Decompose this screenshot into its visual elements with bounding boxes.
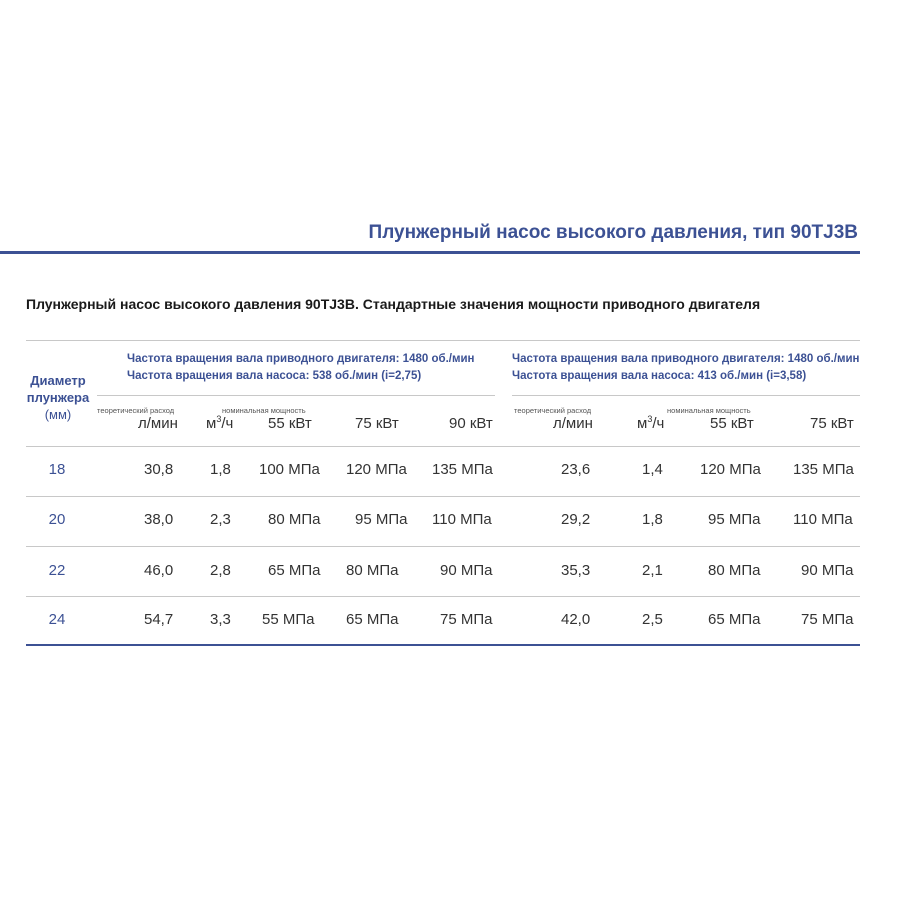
group1-flow-caption: теоретический расход bbox=[97, 406, 175, 415]
group2-power-caption: номинальная мощность bbox=[667, 406, 751, 415]
g1-flow-m3h: 2,3 bbox=[210, 511, 231, 528]
g1-pressure-55kw: 80 МПа bbox=[268, 511, 321, 528]
group2-col-lmin: л/мин bbox=[553, 415, 593, 432]
g2-flow-lmin: 23,6 bbox=[561, 461, 591, 478]
g1-flow-lmin: 46,0 bbox=[144, 562, 174, 579]
g2-pressure-75kw: 90 МПа bbox=[801, 562, 854, 579]
row-divider bbox=[26, 496, 860, 497]
g1-flow-lmin: 30,8 bbox=[144, 461, 174, 478]
table-top-rule bbox=[26, 340, 860, 341]
group1-conditions bbox=[127, 351, 475, 385]
g2-pressure-55kw: 65 МПа bbox=[708, 611, 761, 628]
g2-pressure-75kw: 110 МПа bbox=[793, 511, 853, 528]
group1-cond-pump: Частота вращения вала насоса: 538 об./мин (i=2,75) bbox=[127, 370, 422, 382]
table-bottom-rule bbox=[26, 644, 860, 646]
diameter-header-line2: плунжера bbox=[26, 390, 90, 405]
group1-header-rule bbox=[97, 395, 495, 396]
group2-col-55kw: 55 кВт bbox=[710, 415, 754, 432]
g2-flow-m3h: 1,8 bbox=[642, 511, 663, 528]
g2-flow-m3h: 2,1 bbox=[642, 562, 663, 579]
group1-col-55kw: 55 кВт bbox=[268, 415, 312, 432]
g1-flow-lmin: 54,7 bbox=[144, 611, 174, 628]
diameter-header-line1: Диаметр bbox=[30, 373, 86, 388]
g2-flow-m3h: 1,4 bbox=[642, 461, 663, 478]
group1-col-90kw: 90 кВт bbox=[449, 415, 493, 432]
plunger-diameter: 18 bbox=[48, 461, 66, 478]
g1-pressure-75kw: 80 МПа bbox=[346, 562, 399, 579]
group1-power-caption: номинальная мощность bbox=[222, 406, 306, 415]
g2-pressure-55kw: 80 МПа bbox=[708, 562, 761, 579]
plunger-diameter: 22 bbox=[48, 562, 66, 579]
g1-pressure-90kw: 75 МПа bbox=[440, 611, 493, 628]
group1-cond-motor: Частота вращения вала приводного двигателя: 1480 об./мин bbox=[127, 353, 475, 365]
group1-col-lmin: л/мин bbox=[138, 415, 178, 432]
g2-pressure-75kw: 75 МПа bbox=[801, 611, 854, 628]
g1-flow-m3h: 1,8 bbox=[210, 461, 231, 478]
row-divider bbox=[26, 596, 860, 597]
group1-col-m3h: $м^3/ч$ bbox=[206, 414, 234, 432]
g1-pressure-90kw: 135 МПа bbox=[432, 461, 493, 478]
group1-col-75kw: 75 кВт bbox=[355, 415, 399, 432]
group2-col-75kw: 75 кВт bbox=[810, 415, 854, 432]
group2-flow-caption: теоретический расход bbox=[514, 406, 592, 415]
g1-pressure-75kw: 120 МПа bbox=[346, 461, 407, 478]
g2-flow-lmin: 42,0 bbox=[561, 611, 591, 628]
g1-pressure-75kw: 95 МПа bbox=[355, 511, 408, 528]
g1-pressure-55kw: 100 МПа bbox=[259, 461, 320, 478]
g2-flow-lmin: 35,3 bbox=[561, 562, 591, 579]
g1-flow-m3h: 3,3 bbox=[210, 611, 231, 628]
g2-flow-lmin: 29,2 bbox=[561, 511, 591, 528]
g2-pressure-75kw: 135 МПа bbox=[793, 461, 854, 478]
group2-header-rule bbox=[512, 395, 860, 396]
plunger-diameter: 24 bbox=[48, 611, 66, 628]
diameter-header bbox=[22, 372, 94, 423]
g2-flow-m3h: 2,5 bbox=[642, 611, 663, 628]
g1-pressure-90kw: 90 МПа bbox=[440, 562, 493, 579]
group2-conditions bbox=[512, 351, 860, 385]
g1-pressure-90kw: 110 МПа bbox=[432, 511, 492, 528]
g2-pressure-55kw: 95 МПа bbox=[708, 511, 761, 528]
g1-pressure-55kw: 65 МПа bbox=[268, 562, 321, 579]
table-title: Плунжерный насос высокого давления 90TJ3B. Стандартные значения мощности приводного двигателя bbox=[26, 296, 761, 312]
g1-flow-lmin: 38,0 bbox=[144, 511, 174, 528]
g1-flow-m3h: 2,8 bbox=[210, 562, 231, 579]
group2-cond-pump: Частота вращения вала насоса: 413 об./мин (i=3,58) bbox=[512, 370, 807, 382]
g2-pressure-55kw: 120 МПа bbox=[700, 461, 761, 478]
diameter-header-unit: (мм) bbox=[44, 407, 72, 422]
title-rule bbox=[0, 251, 860, 254]
g1-pressure-75kw: 65 МПа bbox=[346, 611, 399, 628]
group2-col-m3h: $м^3/ч$ bbox=[637, 414, 665, 432]
plunger-diameter: 20 bbox=[48, 511, 66, 528]
row-divider bbox=[26, 546, 860, 547]
header-bottom-rule bbox=[26, 446, 860, 447]
document-title: Плунжерный насос высокого давления, тип 90TJ3B bbox=[368, 222, 858, 243]
g1-pressure-55kw: 55 МПа bbox=[262, 611, 315, 628]
group2-cond-motor: Частота вращения вала приводного двигателя: 1480 об./мин bbox=[512, 353, 860, 365]
